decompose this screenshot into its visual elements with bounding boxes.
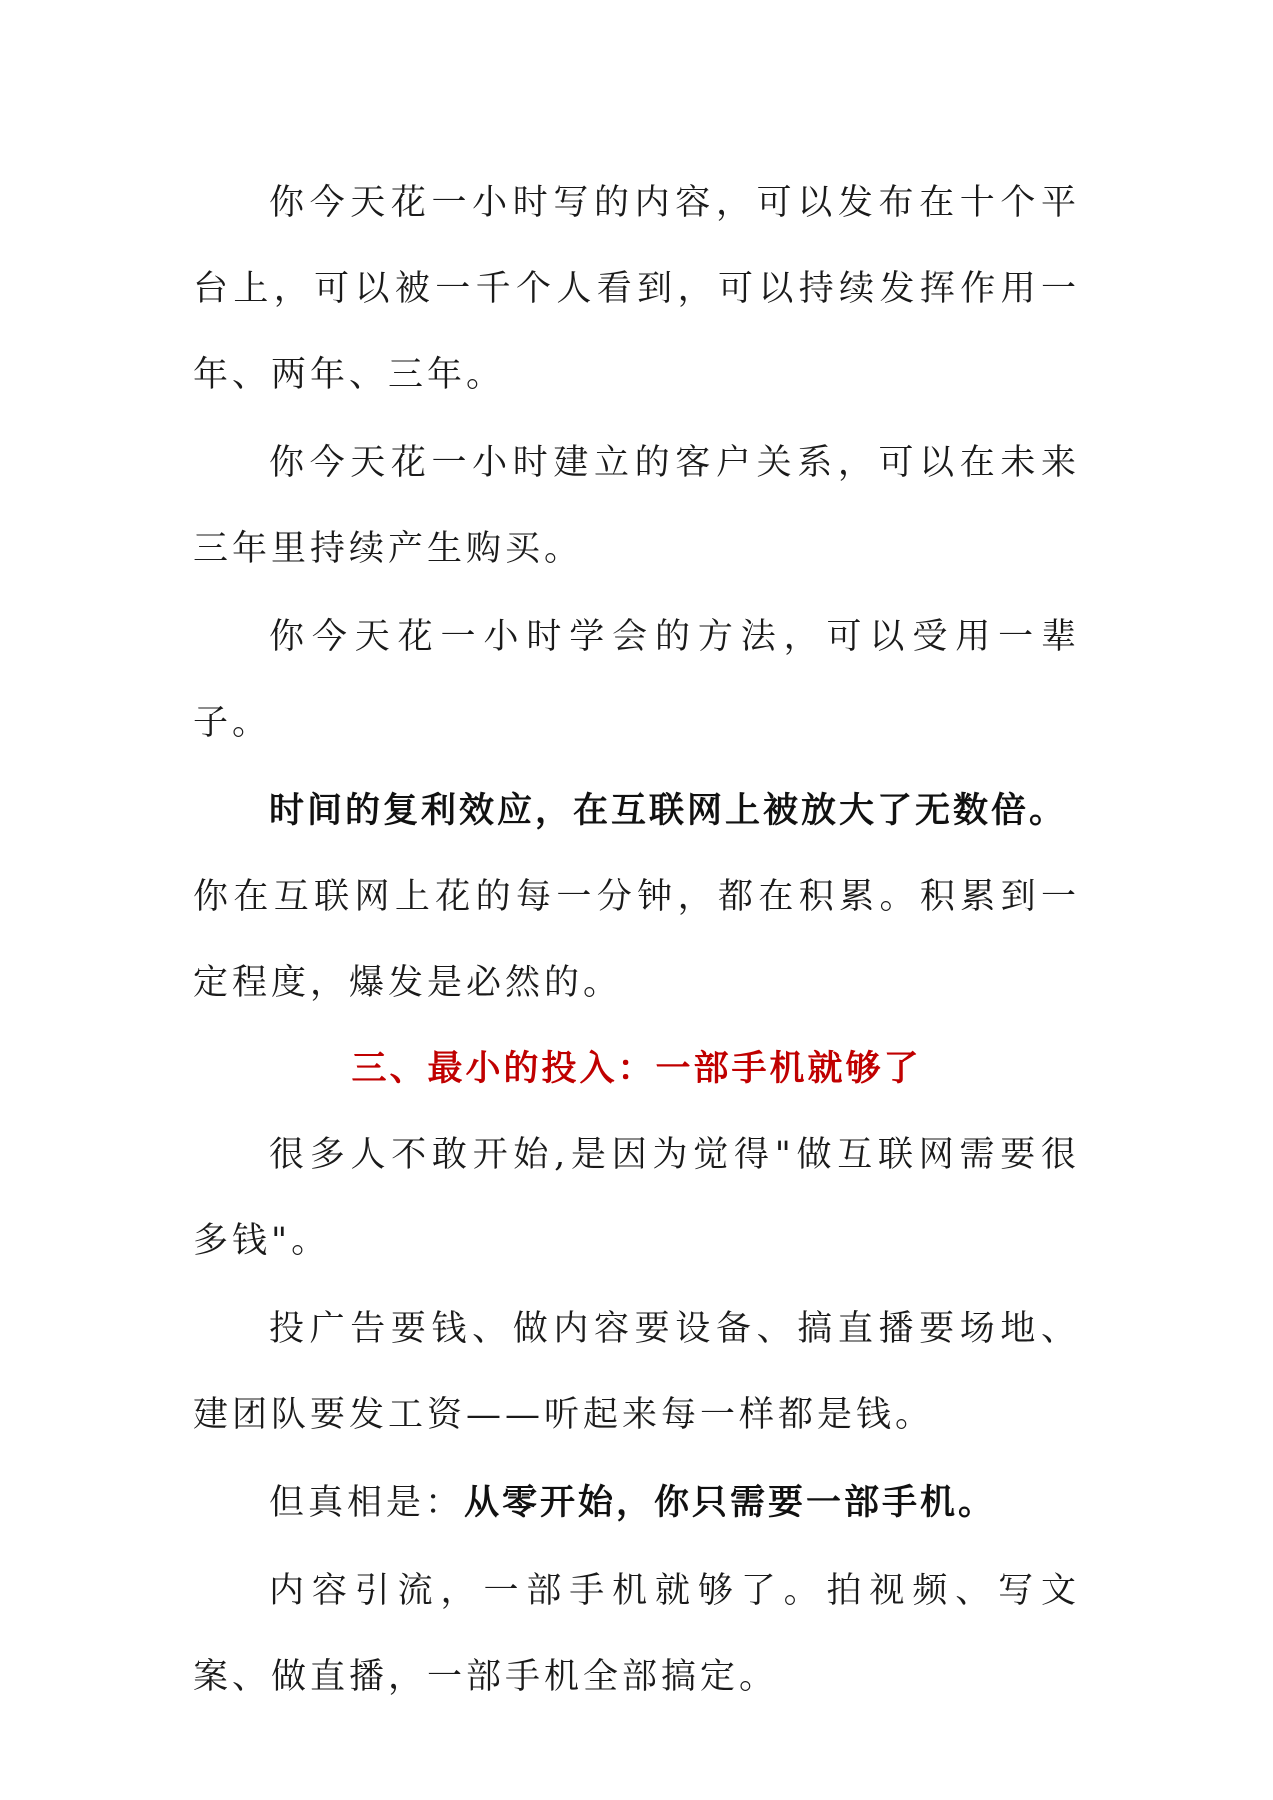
section-heading: 三、最小的投入：一部手机就够了 (351, 1049, 922, 1089)
truth-lead-text: 但真相是： (269, 1483, 465, 1523)
paragraph-fear-of-cost: 很多人不敢开始,是因为觉得"做互联网需要很多钱"。 (193, 1135, 1080, 1261)
paragraph-learning-method: 你今天花一小时学会的方法，可以受用一辈子。 (193, 617, 1080, 743)
paragraph-cost-list: 投广告要钱、做内容要设备、搞直播要场地、建团队要发工资——听起来每一样都是钱。 (193, 1309, 1080, 1435)
document-body (193, 160, 1080, 1720)
paragraph-customer-relations: 你今天花一小时建立的客户关系，可以在未来三年里持续产生购买。 (193, 443, 1080, 569)
paragraph-truth (193, 1460, 1080, 1546)
truth-bold-text: 从零开始，你只需要一部手机。 (464, 1483, 997, 1523)
paragraph-compound-effect-bold: 时间的复利效应，在互联网上被放大了无数倍。 (269, 791, 1068, 831)
paragraph-phone-enough: 内容引流，一部手机就够了。拍视频、写文案、做直播，一部手机全部搞定。 (193, 1571, 1080, 1697)
paragraph-content-publishing: 你今天花一小时写的内容，可以发布在十个平台上，可以被一千个人看到，可以持续发挥作用一年、两年、三年。 (193, 183, 1080, 395)
paragraph-compound-effect-rest: 你在互联网上花的每一分钟，都在积累。积累到一定程度，爆发是必然的。 (193, 877, 1080, 1003)
